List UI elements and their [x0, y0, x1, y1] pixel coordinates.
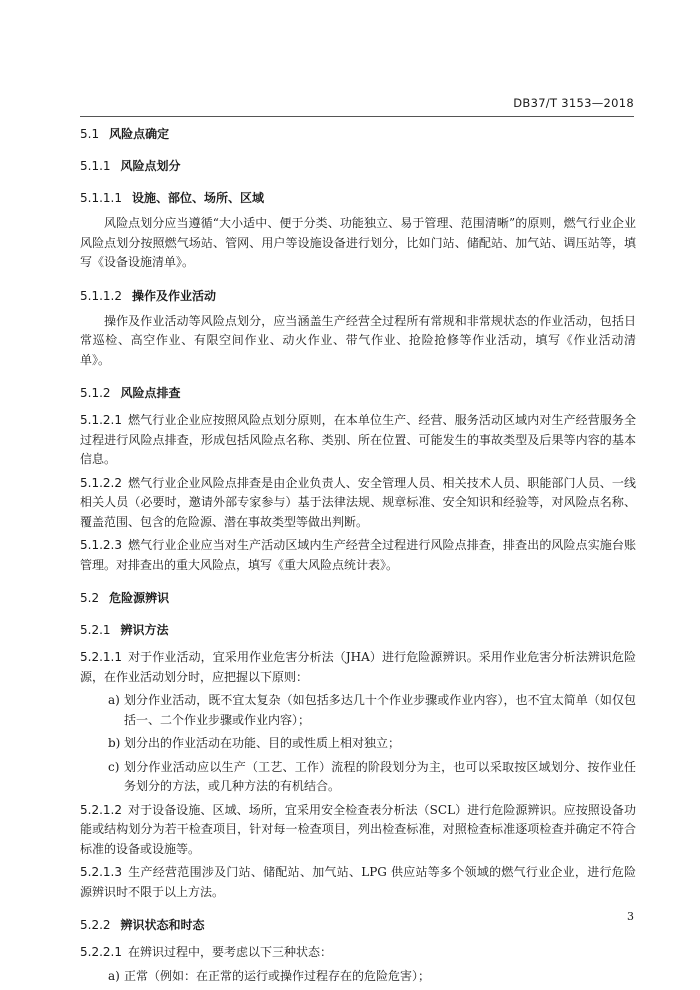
page-content — [80, 125, 636, 986]
heading-5-2: 5.2 危险源辨识 — [80, 591, 170, 605]
heading-5-1-1: 5.1.1 风险点划分 — [80, 159, 181, 173]
heading-5-2-2: 5.2.2 辨识状态和时态 — [80, 918, 205, 932]
heading-5-2-1: 5.2.1 辨识方法 — [80, 623, 169, 637]
list-item-a: a) 划分作业活动，既不宜太复杂（如包括多达几十个作业步骤或作业内容），也不宜太简单（如仅包括一、二个作业步骤或作业内容）； — [108, 693, 636, 727]
clause-5-1-2-3: 5.1.2.3 燃气行业企业应当对生产活动区域内生产经营全过程进行风险点排查，排查出的风险点实施台账管理。对排查出的重大风险点，填写《重大风险点统计表》。 — [80, 538, 636, 572]
clause-5-1-2-1: 5.1.2.1 燃气行业企业应按照风险点划分原则，在本单位生产、经营、服务活动区域内对生产经营服务全过程进行风险点排查，形成包括风险点名称、类别、所在位置、可能发生的事故类型及后果等内容的基本信息。 — [80, 413, 636, 466]
document-code: DB37/T 3153—2018 — [513, 96, 634, 110]
clause-5-2-1-3: 5.2.1.3 生产经营范围涉及门站、储配站、加气站、LPG 供应站等多个领域的燃气行业企业，进行危险源辨识时不限于以上方法。 — [80, 865, 636, 899]
heading-5-1-1-1: 5.1.1.1 设施、部位、场所、区域 — [80, 191, 264, 205]
heading-5-1-1-2: 5.1.1.2 操作及作业活动 — [80, 288, 216, 303]
clause-5-2-2-1: 5.2.2.1 在辨识过程中，要考虑以下三种状态： — [80, 945, 332, 959]
clause-5-1-2-2: 5.1.2.2 燃气行业企业风险点排查是由企业负责人、安全管理人员、相关技术人员、职能部门人员、一线相关人员（必要时，邀请外部专家参与）基于法律法规、规章标准、安全知识和经验等，对风险点名称、覆盖范围、包含的危险源、潜在事故类型等做出判断。 — [80, 475, 636, 529]
paragraph-5-1-1-2: 操作及作业活动等风险点划分，应当涵盖生产经营全过程所有常规和非常规状态的作业活动，包括日常巡检、高空作业、有限空间作业、动火作业、带气作业、抢险抢修等作业活动，填写《作业活动清单》。 — [80, 313, 636, 367]
list-item-c: c) 划分作业活动应以生产（工艺、工作）流程的阶段划分为主，也可以采取按区域划分、按作业任务划分的方法，或几种方法的有机结合。 — [108, 759, 636, 793]
clause-5-2-1-1: 5.2.1.1 对于作业活动，宜采用作业危害分析法（JHA）进行危险源辨识。采用作业危害分析法辨识危险源，在作业活动划分时，应把握以下原则： — [80, 650, 636, 684]
clause-5-2-1-2: 5.2.1.2 对于设备设施、区域、场所，宜采用安全检查表分析法（SCL）进行危险源辨识。应按照设备功能或结构划分为若干检查项目，针对每一检查项目，列出检查标准，对照检查标准逐项检查并确定不符合标准的设备或设施等。 — [80, 802, 636, 856]
page-number: 3 — [627, 910, 634, 923]
heading-5-1-2: 5.1.2 风险点排查 — [80, 386, 181, 400]
list-item-a-state: a) 正常（例如：在正常的运行或操作过程存在的危险危害）； — [108, 968, 431, 983]
header-divider — [80, 116, 634, 117]
heading-5-1: 5.1 风险点确定 — [80, 127, 170, 141]
paragraph-5-1-1-1: 风险点划分应当遵循“大小适中、便于分类、功能独立、易于管理、范围清晰”的原则，燃气行业企业风险点划分按照燃气场站、管网、用户等设施设备进行划分，比如门站、储配站、加气站、调压站等，填写《设备设施清单》。 — [80, 216, 636, 269]
list-item-b: b) 划分出的作业活动在功能、目的或性质上相对独立； — [108, 736, 401, 750]
